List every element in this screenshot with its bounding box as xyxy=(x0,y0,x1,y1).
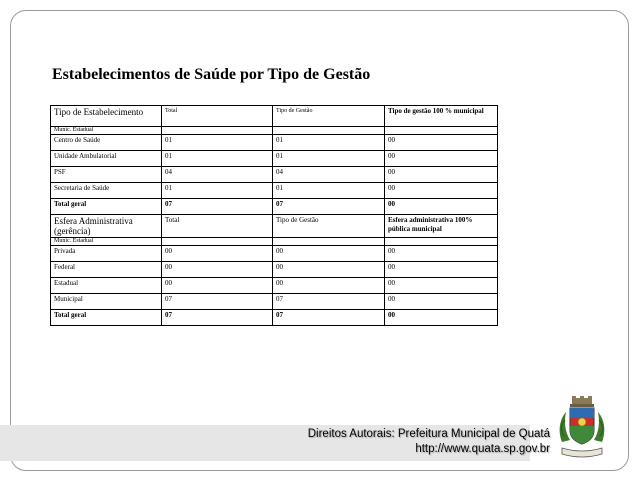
table-row xyxy=(51,246,498,262)
table2-header-row xyxy=(51,215,498,238)
table-cell: 01 xyxy=(273,135,385,151)
table-cell: 00 xyxy=(385,183,498,199)
table-cell: Municipal xyxy=(51,294,162,310)
table-cell: 00 xyxy=(273,246,385,262)
table-cell: 00 xyxy=(385,262,498,278)
table-cell: 00 xyxy=(273,278,385,294)
table-cell: 00 xyxy=(385,246,498,262)
table-row xyxy=(51,278,498,294)
table1-header-cell: Tipo de Estabelecimento xyxy=(51,106,162,127)
table1-subheader-cell xyxy=(385,127,498,135)
municipal-coat-of-arms-icon xyxy=(556,396,608,462)
table1-header-cell: Tipo de gestão 100 % municipal xyxy=(385,106,498,127)
table1-subheader-row xyxy=(51,127,498,135)
table-cell: 01 xyxy=(273,151,385,167)
table-cell: PSF xyxy=(51,167,162,183)
table2-header-cell: Esfera Administrativa (gerência) xyxy=(51,215,162,238)
table-cell: 00 xyxy=(385,310,498,326)
table-cell: Privada xyxy=(51,246,162,262)
table-cell: 00 xyxy=(385,199,498,215)
table-cell: 00 xyxy=(162,262,273,278)
table-row xyxy=(51,262,498,278)
table-cell: 00 xyxy=(385,278,498,294)
table-cell: 00 xyxy=(385,294,498,310)
table1-header-row xyxy=(51,106,498,127)
table-cell: 01 xyxy=(273,183,385,199)
table2-total-row xyxy=(51,310,498,326)
table-cell: 07 xyxy=(273,310,385,326)
table-row xyxy=(51,167,498,183)
table-cell: Unidade Ambulatorial xyxy=(51,151,162,167)
table2-subheader-row xyxy=(51,238,498,246)
table-cell: 01 xyxy=(162,135,273,151)
table-cell: Federal xyxy=(51,262,162,278)
table2-subheader-cell xyxy=(162,238,273,246)
table-cell: 00 xyxy=(385,167,498,183)
table2-subheader-label: Munic. Estadual xyxy=(51,238,162,246)
table-cell: 07 xyxy=(273,294,385,310)
table2-subheader-cell xyxy=(385,238,498,246)
footer-website-link[interactable]: http://www.quata.sp.gov.br xyxy=(415,443,550,455)
table1-subheader-cell xyxy=(162,127,273,135)
table-cell: Centro de Saúde xyxy=(51,135,162,151)
table-cell: 00 xyxy=(385,151,498,167)
table-cell: 01 xyxy=(162,183,273,199)
table-cell: 00 xyxy=(273,262,385,278)
table2-header-cell: Esfera administrativa 100% pública municipal xyxy=(385,215,498,238)
table-cell: Total geral xyxy=(51,199,162,215)
table1-header-cell: Total xyxy=(162,106,273,127)
table-cell: 07 xyxy=(273,199,385,215)
table-row xyxy=(51,183,498,199)
table-row xyxy=(51,151,498,167)
footer-copyright: Direitos Autorais: Prefeitura Municipal de Quatá xyxy=(307,428,550,440)
table-row xyxy=(51,294,498,310)
table-cell: 07 xyxy=(162,294,273,310)
table-cell: 00 xyxy=(385,135,498,151)
health-establishments-table xyxy=(50,105,498,326)
table1-subheader-label: Munic. Estadual xyxy=(51,127,162,135)
table-row xyxy=(51,135,498,151)
table-cell: 01 xyxy=(162,151,273,167)
table-cell: 04 xyxy=(162,167,273,183)
table-cell: Total geral xyxy=(51,310,162,326)
page-title: Estabelecimentos de Saúde por Tipo de Gestão xyxy=(52,66,371,83)
table2-header-cell: Total xyxy=(162,215,273,238)
table-cell: 00 xyxy=(162,278,273,294)
table2-header-cell: Tipo de Gestão xyxy=(273,215,385,238)
table1-total-row xyxy=(51,199,498,215)
table2-subheader-cell xyxy=(273,238,385,246)
table-cell: 00 xyxy=(162,246,273,262)
table-cell: 07 xyxy=(162,310,273,326)
table1-subheader-cell xyxy=(273,127,385,135)
table-cell: Estadual xyxy=(51,278,162,294)
table-cell: 07 xyxy=(162,199,273,215)
table-cell: 04 xyxy=(273,167,385,183)
table1-header-cell: Tipo de Gestão xyxy=(273,106,385,127)
table-cell: Secretaria de Saúde xyxy=(51,183,162,199)
